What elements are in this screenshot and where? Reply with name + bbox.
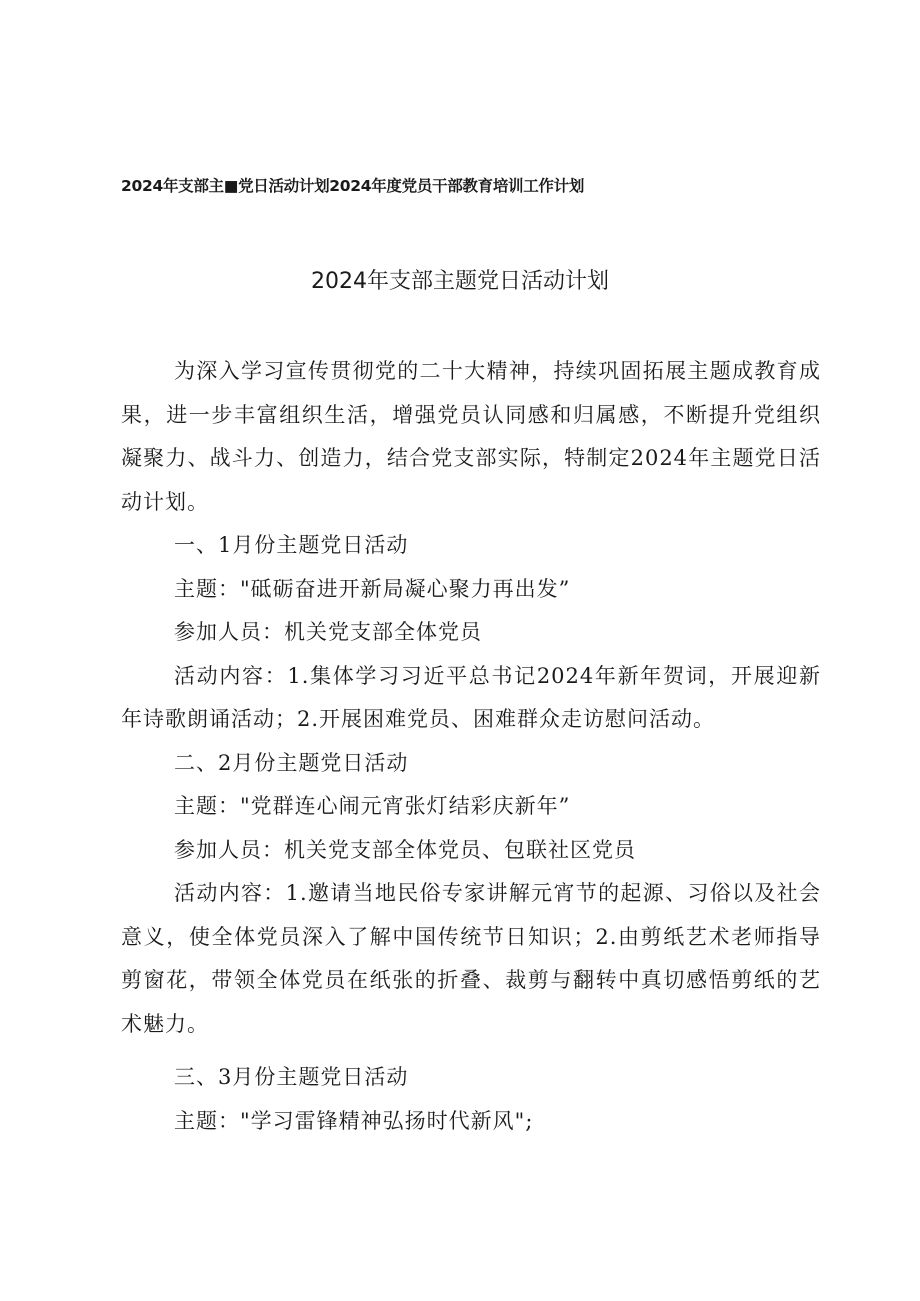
intro-paragraph: 为深入学习宣传贯彻党的二十大精神，持续巩固拓展主题成教育成果，进一步丰富组织生活，增强党员认同感和归属感，不断提升党组织凝聚力、战斗力、创造力，结合党支部实际，特制定2024年主题党日活动计划。 [121, 359, 821, 514]
section-3-heading: 三、3月份主题党日活动 [174, 1065, 409, 1089]
section-2-heading: 二、2月份主题党日活动 [174, 750, 409, 775]
document-body [121, 350, 821, 1143]
section-1-theme: 主题："砥砺奋进开新局凝心聚力再出发” [174, 576, 571, 601]
document-title: 2024年支部主题党日活动计划 [311, 269, 609, 294]
section-2-content: 活动内容：1.邀请当地民俗专家讲解元宵节的起源、习俗以及社会意义，使全体党员深入了解中国传统节日知识；2.由剪纸艺术老师指导剪窗花，带领全体党员在纸张的折叠、裁剪与翻转中真切感悟剪纸的艺术魅力。 [121, 881, 821, 1036]
section-1-participants: 参加人员：机关党支部全体党员 [174, 620, 482, 644]
document-header: 2024年支部主■党日活动计划2024年度党员干部教育培训工作计划 [121, 177, 585, 195]
section-3-theme: 主题："学习雷锋精神弘扬时代新风"; [174, 1108, 534, 1133]
section-1-heading: 一、1月份主题党日活动 [174, 533, 409, 557]
section-2-theme: 主题："党群连心闹元宵张灯结彩庆新年” [174, 794, 571, 818]
section-1-content: 活动内容：1.集体学习习近平总书记2024年新年贺词，开展迎新年诗歌朗诵活动；2.开展困难党员、困难群众走访慰问活动。 [121, 663, 821, 731]
section-2-participants: 参加人员：机关党支部全体党员、包联社区党员 [174, 837, 636, 862]
